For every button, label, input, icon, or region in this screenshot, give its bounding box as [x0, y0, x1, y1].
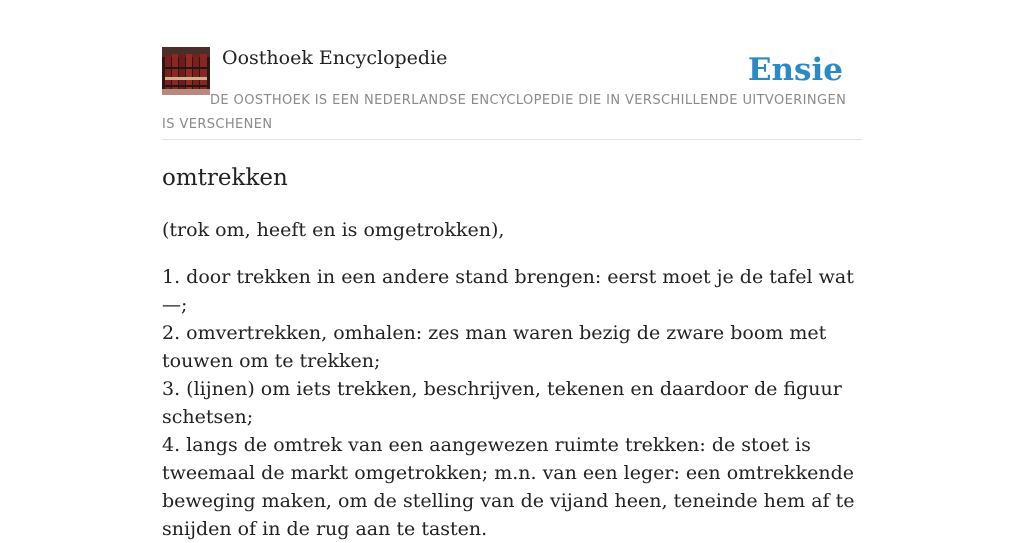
site-header — [162, 0, 862, 140]
avatar[interactable] — [162, 47, 210, 95]
sense-1: 1. door trekken in een andere stand brengen: eerst moet je de tafel wat —; — [162, 266, 854, 316]
sense-2: 2. omvertrekken, omhalen: zes man waren bezig de zware boom met touwen om te trekken; — [162, 322, 827, 372]
site-tagline — [162, 89, 852, 137]
page — [162, 0, 862, 540]
site-name[interactable]: Oosthoek Encyclopedie — [222, 47, 448, 69]
sense-3: 3. (lijnen) om iets trekken, beschrijven, tekenen en daardoor de figuur schetsen; — [162, 378, 842, 428]
entry-grammar: (trok om, heeft en is omgetrokken), — [162, 219, 505, 241]
site-tagline-text: DE OOSTHOEK IS EEN NEDERLANDSE ENCYCLOPEDIE DIE IN VERSCHILLENDE UITVOERINGEN IS VERSCHENEN — [162, 93, 847, 132]
entry-senses — [162, 263, 862, 543]
header-divider — [162, 139, 862, 140]
encyclopedia-books-icon — [162, 47, 210, 95]
entry-headword: omtrekken — [162, 165, 288, 191]
sense-4: 4. langs de omtrek van een aangewezen ruimte trekken: de stoet is tweemaal de markt omgetrokken; m.n. van een leger: een omtrekkende beweging maken, om de stelling van de vijand heen, teneinde hem af te snijden of in de rug aan te tasten. — [162, 434, 855, 540]
brand-logo[interactable]: Ensie — [747, 52, 843, 88]
